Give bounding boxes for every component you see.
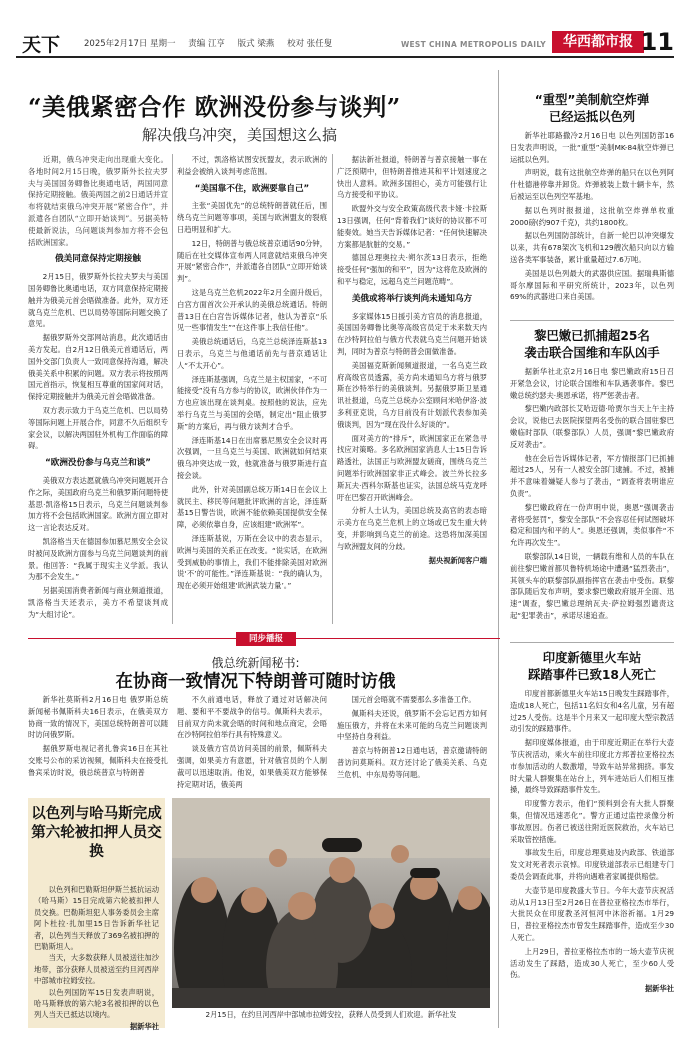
headline-line: 黎巴嫩已抓捕超25名: [534, 329, 650, 343]
section-title: “美国靠不住，欧洲要靠自己”: [194, 183, 310, 194]
article-column-2: [177, 154, 327, 626]
paragraph: 以色列和巴勒斯坦伊斯兰抵抗运动（哈马斯）15日完成第六轮被扣押人员交换。巴勒斯坦犯人事务委员会主席阿卜杜拉·扎加里15日告诉新华社记者，以色列当天释放了369名被扣押的巴勒斯坦人。: [34, 885, 159, 952]
page-number: 11: [640, 28, 674, 56]
paragraph: 据法新社报道，特朗普与普京接触一事在广泛预期中，但特朗普推进其和平计划速度之快出人意料。欧洲多国担心，美方可能强行让乌方接受和平协议。: [337, 155, 487, 200]
paragraph: 大壶节是印度教盛大节日。今年大壶节庆祝活动从1月13日至2月26日在普拉亚格拉杰市举行，大批民众在印度教圣河恒河中沐浴祈福。1月29日，普拉亚格拉杰市曾发生踩踏事件，造成至少30人死亡。: [510, 885, 674, 942]
paragraph: 新华社莫斯科2月16日电 俄罗斯总统新闻秘书佩斯科夫16日表示，在俄美双方协商一致的情况下，美国总统特朗普可以随时访问俄罗斯。: [28, 695, 168, 740]
article-column-1: [28, 154, 168, 626]
paragraph: 黎巴嫩政府在一份声明中说，奥恩“强调袭击者将受惩罚”，黎安全部队“不会容忍任何试图破坏稳定和国内和平的人”。奥恩还强调，类似事件“不允许再次发生”。: [510, 502, 674, 548]
paragraph: 据印度媒体报道，由于印度近期正在举行大壶节庆祝活动，乘火车前往印度北方邦普拉亚格拉杰市参加活动的人数激增，导致车站异常拥挤。事发时大量人群聚集在站台上，列车进站后人们相互推搡，最终导致踩踏事件发生。: [510, 738, 674, 795]
right-story-3-headline: [510, 650, 674, 684]
paragraph: 佩斯科夫还说，俄罗斯不会忘记西方如何施压俄方，并将在未来可能的乌克兰问题谈判中坚持自身利益。: [337, 708, 487, 742]
right-story-2-body: [510, 366, 674, 636]
issue-meta: [84, 37, 342, 49]
right-column-divider: [498, 70, 499, 1028]
story-divider: [510, 642, 674, 643]
issue-date: 2025年2月17日 星期一: [84, 39, 176, 49]
section-title: 美俄或将举行谈判尚未通知乌方: [351, 293, 473, 304]
main-subheadline: 解决俄乌冲突，美国想这么搞: [142, 126, 338, 144]
column-divider: [172, 154, 173, 624]
sync-column-1: [28, 694, 168, 790]
right-story-3-body: [510, 688, 674, 1028]
paragraph: 美俄总统通话后，乌克兰总统泽连斯基13日表示，乌克兰与他通话前先与普京通话让人“不太开心”。: [177, 337, 327, 370]
section-title: “欧洲没份参与乌克兰和谈”: [45, 458, 151, 469]
paragraph: 12日，特朗普与俄总统普京通话90分钟，随后在社交媒体宣布两人同意就结束俄乌冲突开展“紧密合作”，并派遣各自团队“立即开始谈判”。: [177, 238, 327, 284]
paragraph: 多家媒体15日援引美方官员的消息报道，美国国务卿鲁比奥等高级官员定于未来数天内在沙特阿拉伯与俄方代表就乌克兰问题开始谈判，同时为普京与特朗普会面做准备。: [337, 311, 487, 356]
sync-column-3: [337, 694, 487, 790]
section-name: 天下: [22, 34, 61, 56]
story-divider: [510, 320, 674, 321]
paragraph: 以色列国防军15日发表声明说，哈马斯释放的第六轮3名被扣押的以色列人当天已抵达以境内。: [34, 987, 159, 1020]
paragraph: 德国总理奥拉夫·朔尔茨13日表示，拒绝接受任何“强加的和平”，因为“这将危及欧洲的和平与稳定，远超乌克兰问题范畴”。: [337, 253, 487, 286]
column-divider: [332, 154, 333, 624]
photo-caption: 2月15日，在约旦河西岸中部城市拉姆安拉，获释人员受到人们欢迎。新华社发: [205, 1010, 457, 1019]
paragraph: 黎巴嫩内政部长艾哈迈德·哈贾尔当天上午主持会议，说他已去医院探望两名受伤的联合国驻黎巴嫩临时部队（联黎部队）人员，强调“黎巴嫩政府反对袭击”。: [510, 404, 674, 449]
paragraph: 泽连斯基说，万斯在会议中的表态显示，欧洲与美国的关系正在改变。“说实话，在欧洲受到威胁的事情上，我们不能排除美国对欧洲说‘不’的可能性。”泽连斯基说：“我的确认为，现在必须开始组建‘欧洲武装力量’。”: [177, 533, 327, 591]
paragraph: 谈及俄方官员访问美国的前景，佩斯科夫强调，如果美方有意愿，针对俄官员的个人制裁可以迅速取消。他说，如果俄美双方能够保持定期对话，俄美两: [177, 744, 327, 789]
news-photo: [172, 798, 490, 1008]
english-masthead: WEST CHINA METROPOLIS DAILY: [400, 40, 546, 49]
headline-line: 踩踏事件已致18人死亡: [528, 668, 656, 682]
paragraph: 据以色列时报报道，这批航空炸弹单枚重2000磅(约907千克)，共约1800枚。: [510, 205, 674, 227]
headline-line: 已经运抵以色列: [548, 110, 636, 124]
paragraph: 双方表示致力于乌克兰危机、巴以局势等国际问题上开展合作，同意不久后组织专家会议，以解决两国驻外机构工作面临的障碍。: [28, 405, 168, 451]
paragraph: 这是乌克兰危机2022年2月全面升级后，白宫方面首次公开承认的美俄总统通话。特朗普13日在白宫告诉媒体记者，他认为普京“乐见一些事情发生”“在这件事上我信任他”。: [177, 287, 327, 333]
paragraph: 欧盟外交与安全政策高级代表卡娅·卡拉斯13日强调，任何“背着我们”谈好的协议都不可能奏效。她当天告诉媒体记者：“任何快速解决方案都是肮脏的交易。”: [337, 204, 487, 249]
paragraph: 分析人士认为，美国总统及高官的表态暗示美方在乌克兰危机上的立场或已发生重大转变，并影响到乌克兰的前途。这恐将加深美国与欧洲盟友间的分歧。: [337, 506, 487, 551]
paragraph: 美俄双方表达愿就俄乌冲突问题展开合作之际，美国政府乌克兰和俄罗斯问题特使基思·凯洛格15日表示，乌克兰问题谈判参加方将不会包括欧洲国家。欧洲方面立即对这一言论表达反对。: [28, 475, 168, 533]
paragraph: 新华社耶路撒冷2月16日电 以色列国防部16日发表声明说，一批“重型”美制MK-84航空炸弹已运抵以色列。: [510, 131, 674, 164]
paragraph: 国元首会晤就不需要那么多准备工作。: [351, 695, 476, 704]
right-story-2-headline: [510, 328, 674, 362]
right-story-3-source: 据新华社: [644, 984, 674, 994]
paragraph: 当天，大多数获释人员被送往加沙地带，部分获释人员被送至约旦河西岸中部城市拉姆安拉。: [34, 953, 159, 986]
layout-credit: 版式 梁燕: [237, 39, 275, 49]
paragraph: 据俄罗斯电视记者扎鲁宾16日在其社交账号公布的采访视频，佩斯科夫在接受扎鲁宾采访时说，俄总统普京与特朗普: [28, 744, 168, 777]
paragraph: 上月29日，普拉亚格拉杰市的一场大壶节庆祝活动发生了踩踏，造成30人死亡，至少60人受伤。: [510, 946, 674, 980]
proof-credit: 校对 张任叟: [287, 39, 333, 49]
sync-headline: 在协商一致情况下特朗普可随时访俄: [115, 672, 396, 692]
article-column-3: [337, 154, 487, 626]
box-body: [34, 884, 159, 1032]
paragraph: 主张“美国优先”的总统特朗普就任后，围绕乌克兰问题等事项，美国与欧洲盟友的裂痕日趋明显和扩大。: [177, 201, 327, 234]
sync-label: 同步播报: [236, 632, 296, 646]
paragraph: 声明说，载有这批航空炸弹的船只在以色列阿什杜德港停靠并卸货。炸弹被装上数十辆卡车，然后被运至以色列空军基地。: [510, 168, 674, 201]
sync-column-2: [177, 694, 327, 790]
article-source: 据央视新闻客户端: [428, 555, 487, 565]
paragraph: 面对美方的“排斥”，欧洲国家正在紧急寻找应对策略。多名欧洲国家消息人士15日告诉路透社，法国正与欧洲盟友磋商，围绕乌克兰问题举行欧洲国家非正式峰会。波兰外长拉多斯瓦夫·西科尔斯基也证实，法国总统马克龙呼吁在巴黎召开欧洲峰会。: [337, 433, 487, 502]
newspaper-logo: 华西都市报: [552, 31, 644, 53]
paragraph: 联黎部队14日说，一辆载有维和人员的车队在前往黎巴嫩首都贝鲁特机场途中遭遇“猛烈袭击”，其领头车的联黎部队副指挥官在袭击中受伤。联黎部队随后发布声明，要求黎巴嫩政府展开全面、迅速“调查，黎巴嫩总理纳瓦夫·萨拉姆强烈谴责这起“犯罪袭击”，承诺尽速追查。: [510, 551, 674, 620]
box-source: 据新华社: [129, 1021, 159, 1031]
paragraph: 美国是以色列最大的武器供应国。据瑞典斯德哥尔摩国际和平研究所统计，2023年，以色列69%的武器进口来自美国。: [510, 268, 674, 302]
paragraph: 他在会后告诉媒体记者，军方情报部门已抓捕超过25人，另有一人被安全部门逮捕。不过，被捕并不意味着嫌疑人参与了袭击，“调查将表明谁应负责”。: [510, 453, 674, 498]
main-headline: “美俄紧密合作 欧洲没份参与谈判”: [28, 93, 401, 121]
paragraph: 印度警方表示，他们“预料到会有大批人群聚集，但情况迅速恶化”。警方正通过监控录像分析事故原因。伤者已被送往附近医院救治，火车站已采取管控措施。: [510, 799, 674, 844]
paragraph: 印度首都新德里火车站15日晚发生踩踏事件，造成18人死亡，包括11名妇女和4名儿童，另有超过25人受伤。这是半个月来又一起印度大型宗教活动引发的踩踏事件。: [510, 689, 674, 734]
headline-line: 印度新德里火车站: [542, 651, 642, 665]
paragraph: 此外，针对美国副总统万斯14日在会议上就民主、移民等问题批评欧洲的言论，泽连斯基15日警告说，欧洲不能依赖美国提供安全保障，必须依靠自身，应该组建“欧洲军”。: [177, 484, 327, 530]
headline-line: 袭击联合国维和车队凶手: [524, 346, 660, 360]
page-header: [16, 28, 674, 58]
right-story-1-headline: [510, 92, 674, 126]
crowd-photo-illustration: [172, 798, 490, 1008]
editor-credit: 责编 江亨: [188, 39, 225, 49]
sync-subtitle: 俄总统新闻秘书:: [211, 656, 300, 670]
paragraph: 凯洛格当天在德国参加慕尼黑安全会议时被问及欧洲方面参与乌克兰问题谈判的前景。他回答：“我属于现实主义学派。我认为那不会发生。”: [28, 536, 168, 582]
right-story-1-body: [510, 130, 674, 314]
paragraph: 泽连斯基强调，乌克兰是主权国家，“不可能接受”没有乌方参与的协议，欧洲伙伴作为一方也应该出现在谈判桌。按照他的说法，应先举行乌克兰与美国的会晤，制定出“阻止俄罗斯”的方案后，再与俄方谈判才合乎。: [177, 374, 327, 431]
paragraph: 不久前通电话，释放了通过对话解决问题、要和平不要战争的信号。佩斯科夫表示，目前双方尚未就会晤的时间和地点商定，会晤在沙特阿拉伯举行具有特殊意义。: [177, 695, 327, 740]
paragraph: 美国福克斯新闻频道报道，一名乌克兰政府高级官员透露，美方尚未通知乌方将与俄罗斯在沙特举行的美俄谈判。另据俄罗斯卫星通讯社报道，乌克兰总统办公室顾问米哈伊洛·波多利亚克说，乌方目前没有计划派代表参加美俄谈判，因为“现在没什么好谈的”。: [337, 360, 487, 429]
box-headline: 以色列与哈马斯完成第六轮被扣押人员交换: [31, 805, 162, 860]
paragraph: 泽连斯基14日在出席慕尼黑安全会议时再次强调，一旦乌克兰与美国、欧洲就如何结束俄乌冲突达成一致，他就准备与俄罗斯进行直接会谈。: [177, 435, 327, 480]
paragraph: 另据美国消费者新闻与商业频道报道，凯洛格当天还表示，美方不希望谈判成为“大组讨论”。: [28, 586, 168, 619]
israel-hamas-box: [28, 798, 165, 1031]
paragraph: 据以色列国防部统计，自新一轮巴以冲突爆发以来，共有678架次飞机和129艘次船只向以方输送各类军事装备，累计重量超过7.6万吨。: [510, 231, 674, 264]
paragraph: 不过，凯洛格试图安抚盟友，表示欧洲的利益会被纳入谈判考虑范围。: [177, 155, 327, 176]
paragraph: 据俄罗斯外交部网站消息，此次通话由美方发起。自2月12日俄美元首通话后，两国外交部门负责人一致同意保持沟通，解决俄美关系中积累的问题。双方表示将按照两国元首指示，恢复相互尊重的国家间对话，保持定期接触并为俄美元首会晤做准备。: [28, 333, 168, 402]
paragraph: 事故发生后，印度总理莫迪及内政部、铁道部发文对死者表示哀悼。印度铁道部表示已组建专门委员会调查此事，并将向遇难者家属提供赔偿。: [510, 848, 674, 881]
headline-line: “重型”美制航空炸弹: [534, 93, 650, 107]
paragraph: 2月15日，俄罗斯外长拉夫罗夫与美国国务卿鲁比奥通电话，双方同意保持定期接触并为俄美元首会晤做准备。此外，双方还就乌克兰危机、巴以局势等国际问题交换了意见。: [28, 272, 168, 329]
article-lead: 近期，俄乌冲突走向出现重大变化。各地时间2月15日晚，俄罗斯外长拉夫罗夫与美国国务卿鲁比奥通电话，两国同意保持定期接触。俄美两国之前2日通话并宣布将就结束俄乌冲突开展“紧密合作”，并派遣各自团队“立即开始谈判”。另据美特使最新说法，乌问题谈判参加方将不会包括欧洲国家。: [28, 155, 168, 247]
paragraph: 据新华社北京2月16日电 黎巴嫩政府15日召开紧急会议，讨论联合国维和车队遇袭事件。黎巴嫩总统约瑟夫·奥恩承诺，将严惩袭击者。: [510, 367, 674, 400]
paragraph: 普京与特朗普12日通电话，普京邀请特朗普访问莫斯科。双方还讨论了俄美关系、乌克兰危机、中东局势等问题。: [337, 746, 487, 779]
section-title: 俄美同意保持定期接触: [55, 254, 141, 265]
